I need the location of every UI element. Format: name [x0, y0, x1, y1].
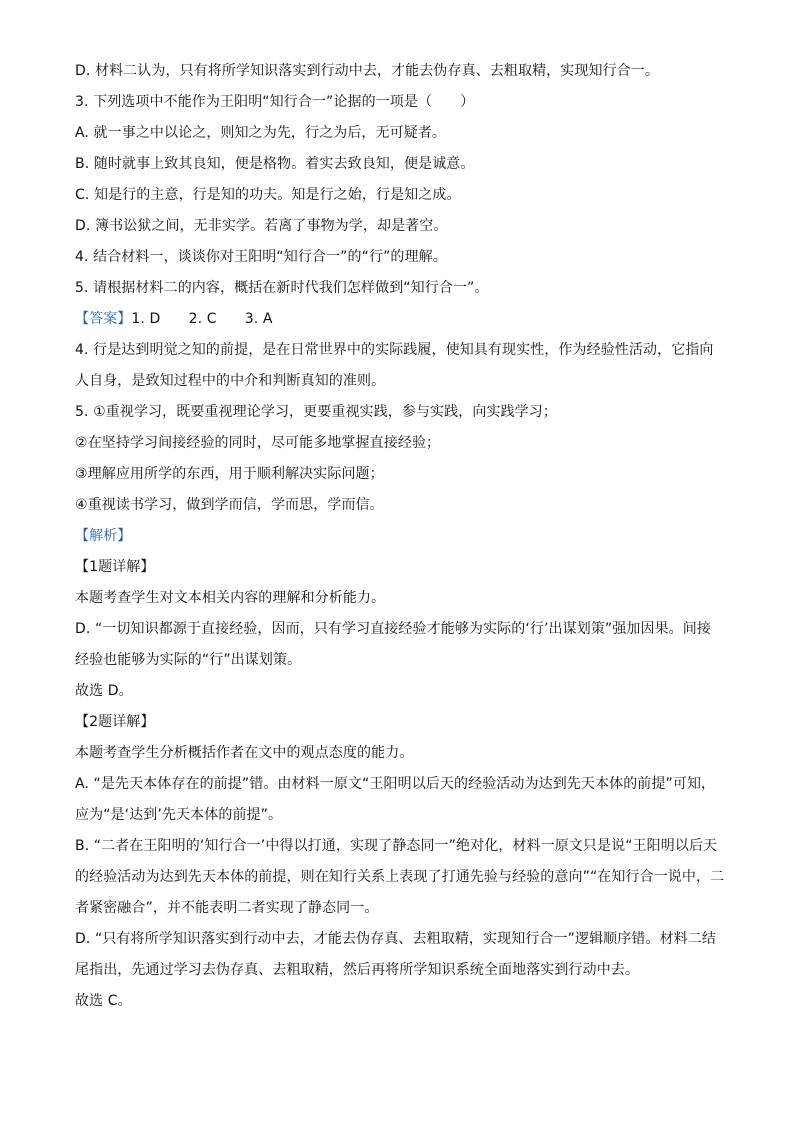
question-5: 5. 请根据材料二的内容，概括在新时代我们怎样做到“知行合一”。	[75, 280, 489, 296]
document-page	[75, 56, 725, 1017]
answer-5-item-2: ②在坚持学习间接经验的同时，尽可能多地掌握直接经验；	[75, 435, 441, 451]
detail-2-option-b: B. “二者在王阳明的‘知行合一’中得以打通，实现了静态同一”绝对化，材料一原文只是说“王阳明以后天的经验活动为达到先天本体的前提，则在知行关系上表现了打通先验与经验的意向”“在知行合一说中，二者紧密融合”，并不能表明二者实现了静态同一。	[75, 838, 725, 916]
question-3-option-b: B. 随时就事上致其良知，便是格物。着实去致良知，便是诚意。	[75, 156, 475, 172]
detail-2-choice: 故选 C。	[75, 993, 132, 1009]
detail-2-heading: 【2题详解】	[75, 714, 155, 730]
detail-1-option-d: D. “一切知识都源于直接经验，因而，只有学习直接经验才能够为实际的‘行’出谋划策”强加因果。间接经验也能够为实际的“行”出谋划策。	[75, 621, 711, 668]
analysis-tag: 【解析】	[75, 528, 132, 544]
answer-tag: 【答案】	[75, 311, 132, 327]
detail-2-intro: 本题考查学生分析概括作者在文中的观点态度的能力。	[75, 745, 414, 761]
answer-5-item-4: ④重视读书学习，做到学而信，学而思，学而信。	[75, 497, 384, 513]
answer-values: 1. D 2. C 3. A	[131, 311, 273, 327]
detail-1-choice: 故选 D。	[75, 683, 133, 699]
detail-2-option-a: A. “是先天本体存在的前提”错。由材料一原文“王阳明以后天的经验活动为达到先天本体的前提”可知，应为“是‘达到’先天本体的前提”。	[75, 776, 716, 823]
detail-1-heading: 【1题详解】	[75, 559, 155, 575]
question-4: 4. 结合材料一，谈谈你对王阳明“知行合一”的“行”的理解。	[75, 249, 447, 265]
analysis-heading	[75, 521, 725, 552]
question-3: 3. 下列选项中不能作为王阳明“知行合一”论据的一项是（ ）	[75, 94, 475, 110]
detail-2-option-d: D. “只有将所学知识落实到行动中去，才能去伪存真、去粗取精，实现知行合一”逻辑顺序错。材料二结尾指出，先通过学习去伪存真、去粗取精，然后再将所学知识系统全面地落实到行动中去。	[75, 931, 716, 978]
option-d-line: D. 材料二认为，只有将所学知识落实到行动中去，才能去伪存真、去粗取精，实现知行合一。	[75, 63, 659, 79]
answer-5-item-3: ③理解应用所学的东西，用于顺利解决实际问题；	[75, 466, 384, 482]
answer-5-item-1: 5. ①重视学习，既要重视理论学习，更要重视实践，参与实践，向实践学习；	[75, 404, 557, 420]
answer-4: 4. 行是达到明觉之知的前提，是在日常世界中的实际践履，使知具有现实性，作为经验性活动，它指向人自身，是致知过程中的中介和判断真知的准则。	[75, 342, 714, 389]
question-3-option-d: D. 簿书讼狱之间，无非实学。若离了事物为学，却是著空。	[75, 218, 448, 234]
answer-line	[75, 304, 725, 335]
detail-1-intro: 本题考查学生对文本相关内容的理解和分析能力。	[75, 590, 386, 606]
question-3-option-c: C. 知是行的主意，行是知的功夫。知是行之始，行是知之成。	[75, 187, 461, 203]
question-3-option-a: A. 就一事之中以论之，则知之为先，行之为后，无可疑者。	[75, 125, 447, 141]
